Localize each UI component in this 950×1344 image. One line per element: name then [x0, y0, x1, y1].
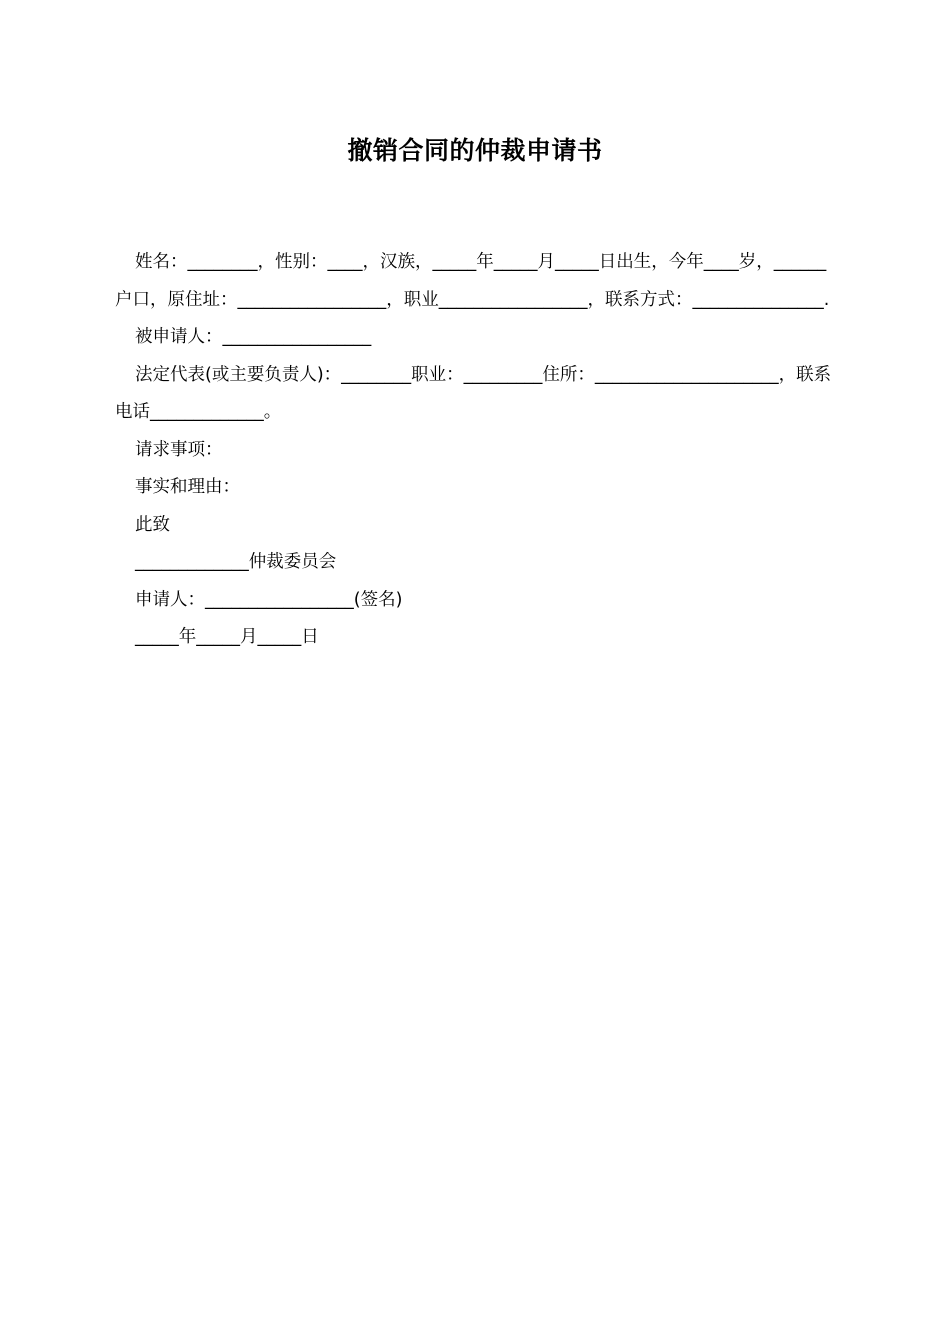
date-line: _____年_____月_____日: [135, 627, 319, 647]
arbitration-commission-line: _____________仲裁委员会: [135, 552, 337, 572]
salutation-line: 此致: [135, 514, 170, 535]
applicant-info-paragraph: 姓名：________，性别：____，汉族，_____年_____月_____日出生，今年____岁，______户口，原住址：_________________，职业_________________，联系方式：_______________.: [115, 252, 830, 310]
respondent-line: 被申请人：_________________: [135, 327, 372, 347]
claims-heading: 请求事项：: [135, 439, 223, 460]
facts-and-reasons-heading: 事实和理由：: [135, 477, 240, 497]
applicant-signature-line: 申请人：_________________(签名): [135, 589, 403, 610]
document-body: [115, 244, 837, 657]
legal-representative-paragraph: 法定代表(或主要负责人)：________职业：_________住所：_____________________，联系电话_____________。: [115, 364, 832, 422]
document-title: 撤销合同的仲裁申请书: [347, 136, 603, 165]
